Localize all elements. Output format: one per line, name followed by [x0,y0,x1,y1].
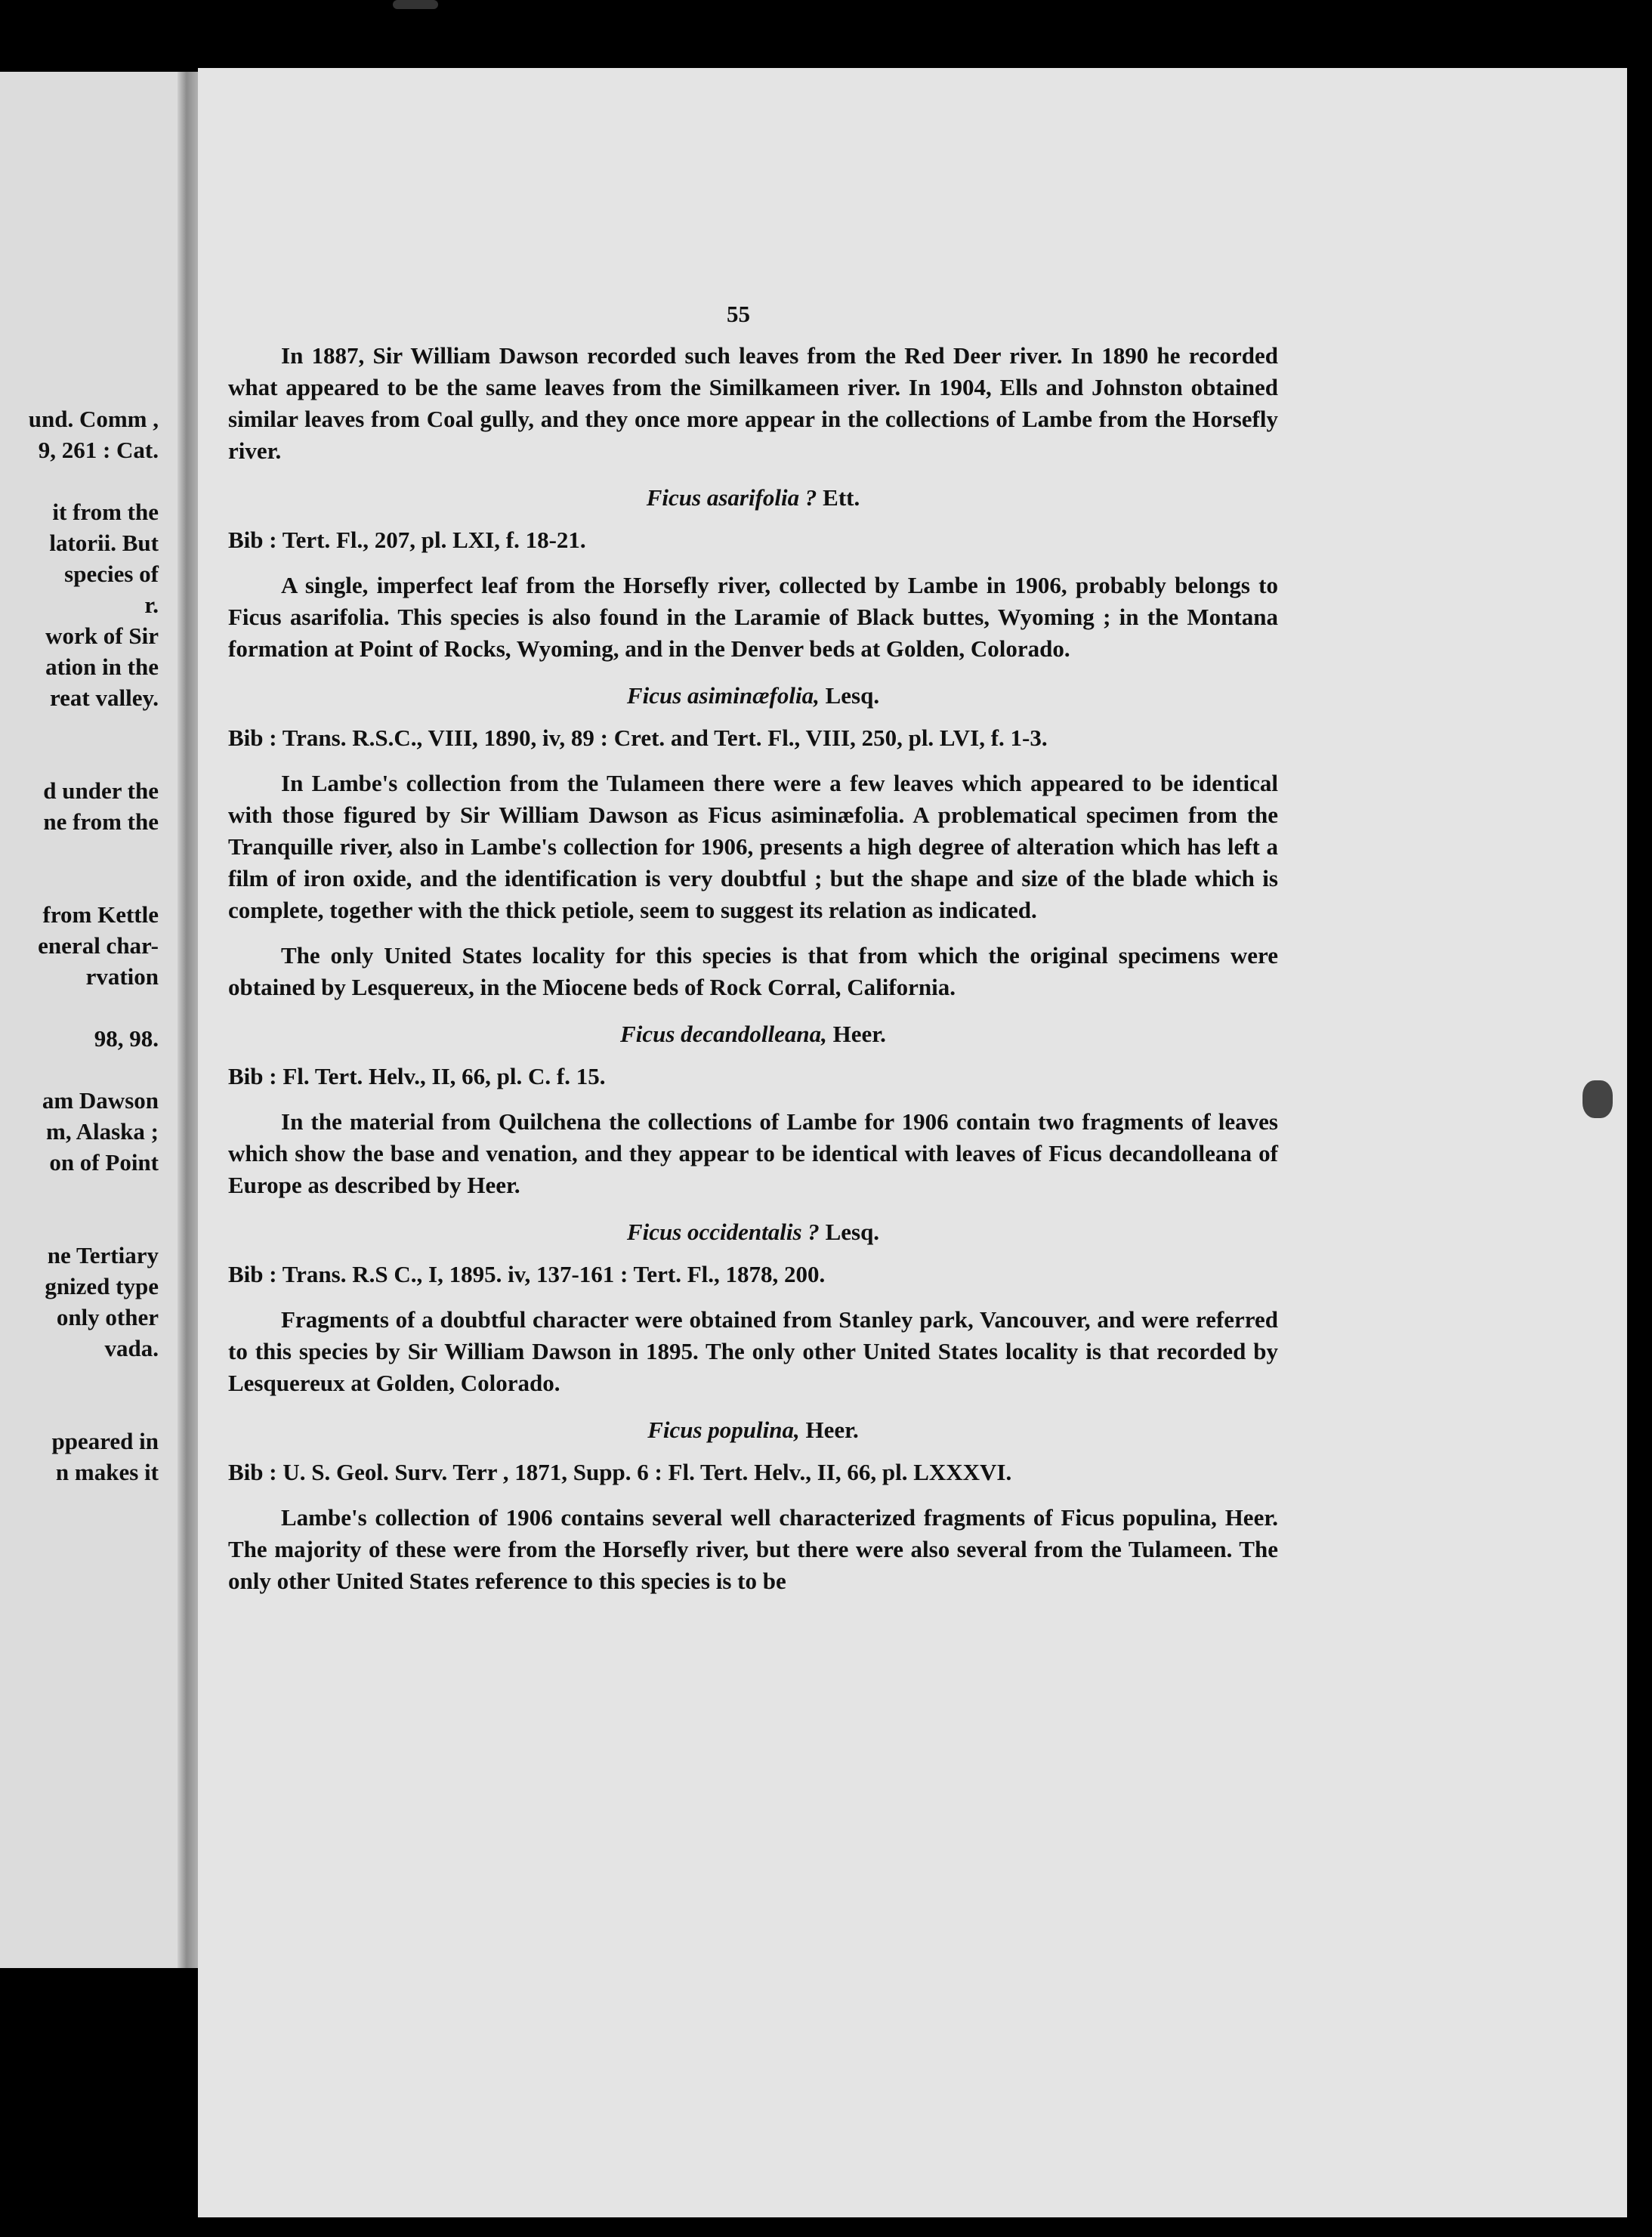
left-text-fragment: 98, 98. [94,1025,159,1052]
left-text-fragment: 9, 261 : Cat. [38,437,159,463]
left-text-fragment: r. [144,592,159,618]
left-text-fragment: on of Point [49,1149,159,1176]
left-text-fragment: rvation [85,963,159,990]
left-text-fragment: vada. [104,1335,159,1361]
section-ficus-decandolleana [228,1018,1278,1201]
page-gutter [178,72,200,1968]
page-number: 55 [727,301,750,327]
section-paragraph: A single, imperfect leaf from the Horsefly river, collected by Lambe in 1906, probably belongs to Ficus asarifolia. This species is also found in the Laramie of Black buttes, Wyoming ; in the Montana formation at Point of Rocks, Wyoming, and in the Denver beds at Golden, Colorado. [228,572,1278,662]
bibliography: Bib : Tert. Fl., 207, pl. LXI, f. 18-21. [228,527,586,553]
left-text-fragment: n makes it [55,1459,159,1485]
left-text-fragment: latorii. But [49,530,159,556]
intro-paragraph: In 1887, Sir William Dawson recorded such leaves from the Red Deer river. In 1890 he recorded what appeared to be the same leaves from the Similkameen river. In 1904, Ells and Johnston obtained similar leaves from Coal gully, and they once more appear in the collections of Lambe from the Horsefly river. [228,342,1278,464]
section-paragraph: The only United States locality for this species is that from which the original specimens were obtained by Lesquereux, in the Miocene beds of Rock Corral, California. [228,942,1278,1000]
left-page-fragment [0,72,181,1968]
left-text-fragment: ne Tertiary [47,1242,159,1268]
section-paragraph: In the material from Quilchena the collections of Lambe for 1906 contain two fragments of leaves which show the base and venation, and they appear to be identical with leaves of Ficus decandolleana of Europe as described by Heer. [228,1108,1278,1198]
left-text-fragment: am Dawson [42,1087,159,1114]
left-text-fragment: gnized type [45,1273,159,1299]
left-text-fragment: reat valley. [49,684,159,711]
scan-smudge [393,0,438,9]
species-heading: Ficus asiminæfolia, Lesq. [626,682,880,709]
bibliography: Bib : Trans. R.S.C., VIII, 1890, iv, 89 : Cret. and Tert. Fl., VIII, 250, pl. LVI, f. 1-3. [228,725,1048,751]
bibliography: Bib : U. S. Geol. Surv. Terr , 1871, Supp. 6 : Fl. Tert. Helv., II, 66, pl. LXXXVI. [228,1459,1012,1485]
section-ficus-occidentalis [228,1216,1278,1399]
left-text-fragment: ppeared in [51,1428,159,1454]
left-text-fragment: ne from the [43,808,159,835]
left-text-fragment: species of [64,561,159,587]
species-heading: Ficus populina, Heer. [647,1417,859,1443]
left-text-fragment: only other [56,1304,159,1330]
bibliography: Bib : Fl. Tert. Helv., II, 66, pl. C. f. 15. [228,1063,606,1089]
section-ficus-asarifolia [228,482,1278,665]
section-ficus-asiminaefolia [228,680,1278,1003]
section-paragraph: In Lambe's collection from the Tulameen there were a few leaves which appeared to be identical with those figured by Sir William Dawson as Ficus asiminæfolia. A problematical specimen from the Tranquille river, also in Lambe's collection for 1906, presents a high degree of alteration which has left a film of iron oxide, and the identification is very doubtful ; but the shape and size of the blade which is complete, together with the thick petiole, seem to suggest its relation as indicated. [228,770,1278,923]
section-paragraph: Fragments of a doubtful character were obtained from Stanley park, Vancouver, and were referred to this species by Sir William Dawson in 1895. The only other United States locality is that recorded by Lesquereux at Golden, Colorado. [228,1306,1278,1396]
left-text-fragment: from Kettle [42,901,159,928]
left-text-fragment: d under the [43,777,159,804]
bibliography: Bib : Trans. R.S C., I, 1895. iv, 137-161 : Tert. Fl., 1878, 200. [228,1261,826,1287]
species-heading: Ficus asarifolia ? Ett. [646,484,860,511]
page-content [228,340,1278,1611]
left-text-fragment: und. Comm , [28,406,159,432]
left-text-fragment: m, Alaska ; [46,1118,159,1145]
section-paragraph: Lambe's collection of 1906 contains several well characterized fragments of Ficus populina, Heer. The majority of these were from the Horsefly river, but there were also several from the Tulameen. The only other United States reference to this species is to be [228,1504,1278,1594]
species-heading: Ficus decandolleana, Heer. [620,1021,886,1047]
left-text-fragment: it from the [52,499,159,525]
left-text-fragment: ation in the [45,653,159,680]
left-text-fragment: work of Sir [45,623,159,649]
scan-spot [1583,1080,1613,1118]
left-text-fragment: eneral char- [38,932,159,959]
section-ficus-populina [228,1414,1278,1597]
species-heading: Ficus occidentalis ? Lesq. [626,1219,880,1245]
